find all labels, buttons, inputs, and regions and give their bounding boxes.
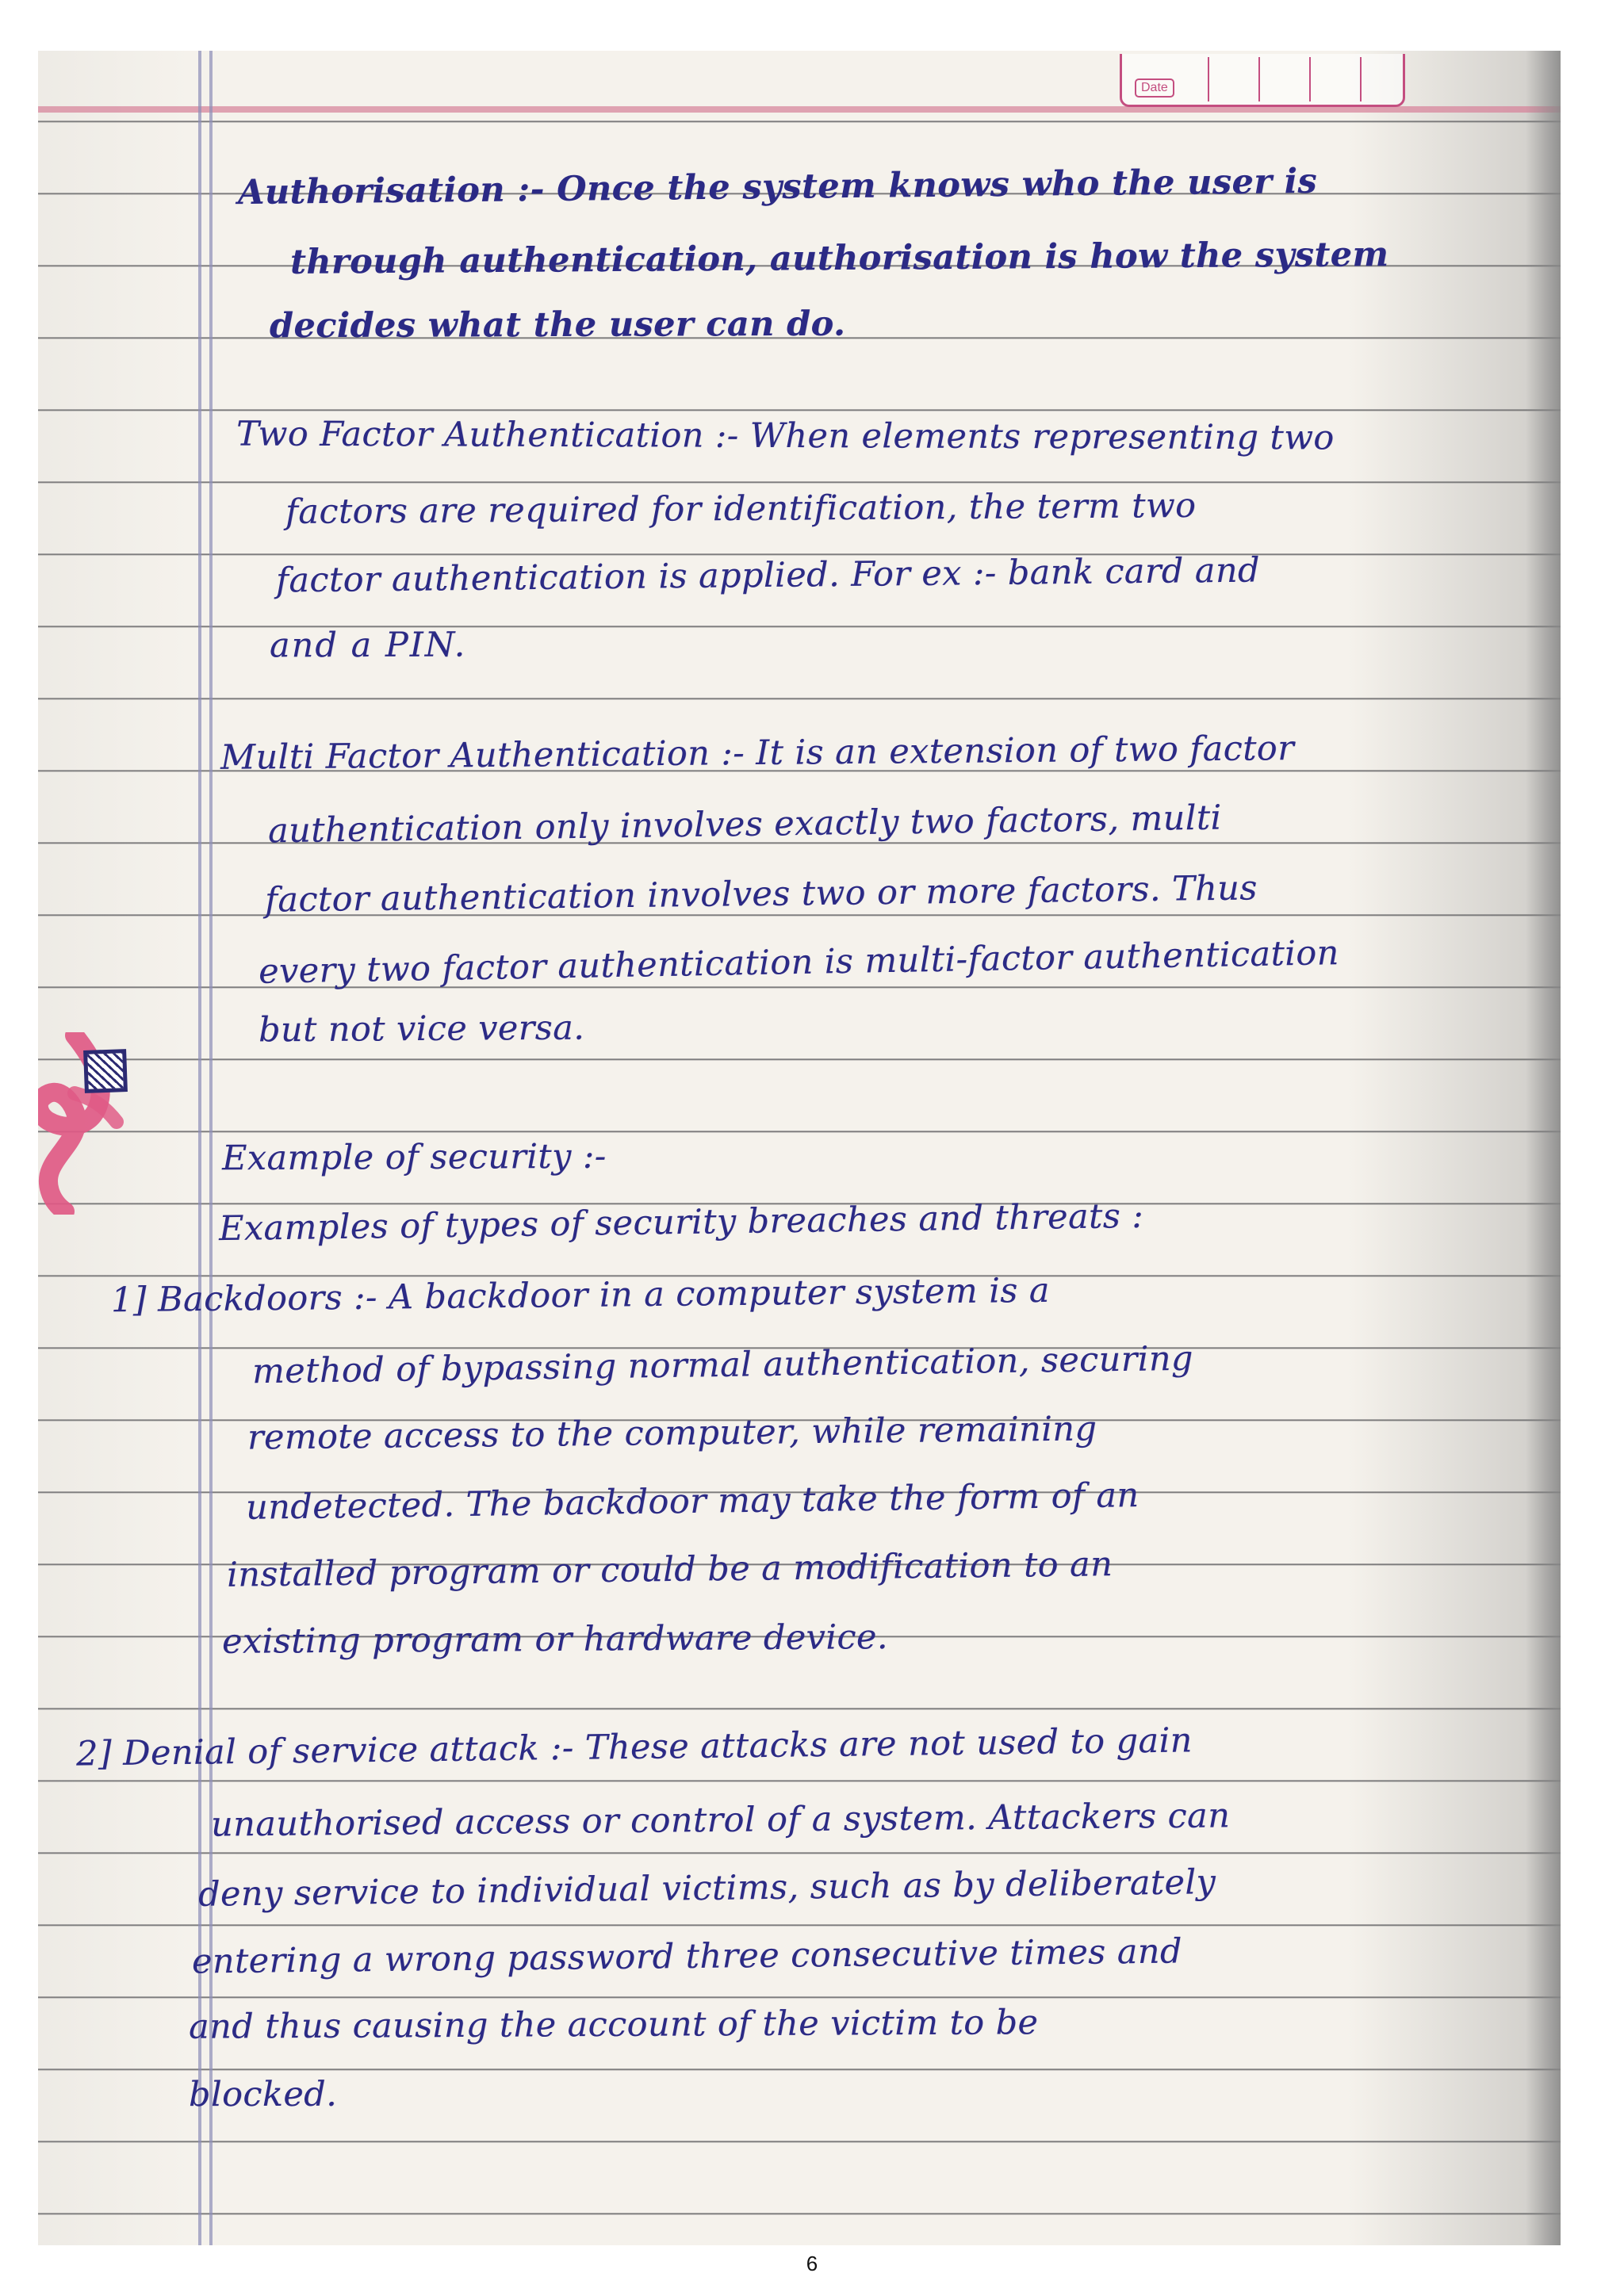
note-line: remote access to the computer, while remaining	[247, 1409, 1097, 1458]
notebook-photo	[38, 51, 1561, 2245]
note-line-denial-service: 2] Denial of service attack :- These attacks are not used to gain	[75, 1720, 1193, 1774]
note-line: and a PIN.	[269, 625, 467, 666]
note-line-backdoors: 1] Backdoors :- A backdoor in a computer system is a	[110, 1270, 1051, 1321]
note-line-example-security: Example of security :-	[221, 1136, 607, 1179]
note-line: installed program or could be a modification to an	[226, 1544, 1113, 1595]
date-label: Date	[1135, 78, 1174, 98]
note-line: through authentication, authorisation is how the system	[289, 235, 1389, 282]
page-number: 6	[806, 2252, 818, 2275]
note-line: decides what the user can do.	[269, 304, 846, 346]
note-line: unauthorised access or control of a system. Attackers can	[210, 1796, 1231, 1845]
note-line-two-factor: Two Factor Authentication :- When elements representing two	[236, 414, 1335, 458]
note-line: blocked.	[188, 2074, 338, 2115]
note-line: factors are required for identification, the term two	[285, 485, 1197, 533]
note-line: factor authentication involves two or more factors. Thus	[264, 868, 1258, 920]
note-line: authentication only involves exactly two factors, multi	[267, 798, 1222, 851]
note-line: method of bypassing normal authentication, securing	[251, 1338, 1194, 1392]
note-line-multi-factor: Multi Factor Authentication :- It is an extension of two factor	[220, 729, 1295, 778]
note-line: and thus causing the account of the victim to be	[188, 2003, 1039, 2047]
note-line: but not vice versa.	[258, 1008, 585, 1050]
note-line: factor authentication is applied. For ex :- bank card and	[275, 550, 1261, 601]
note-line: deny service to individual victims, such as by deliberately	[197, 1862, 1216, 1915]
note-line-authorisation: Authorisation :- Once the system knows who the user is	[237, 161, 1318, 213]
note-line: undetected. The backdoor may take the form of an	[245, 1475, 1139, 1528]
note-line: every two factor authentication is multi-factor authentication	[258, 933, 1340, 992]
note-line: entering a wrong password three consecutive times and	[191, 1931, 1183, 1982]
handwritten-note-text	[38, 51, 1561, 2245]
note-line: Examples of types of security breaches and threats :	[218, 1196, 1144, 1249]
note-line: existing program or hardware device.	[221, 1617, 888, 1662]
